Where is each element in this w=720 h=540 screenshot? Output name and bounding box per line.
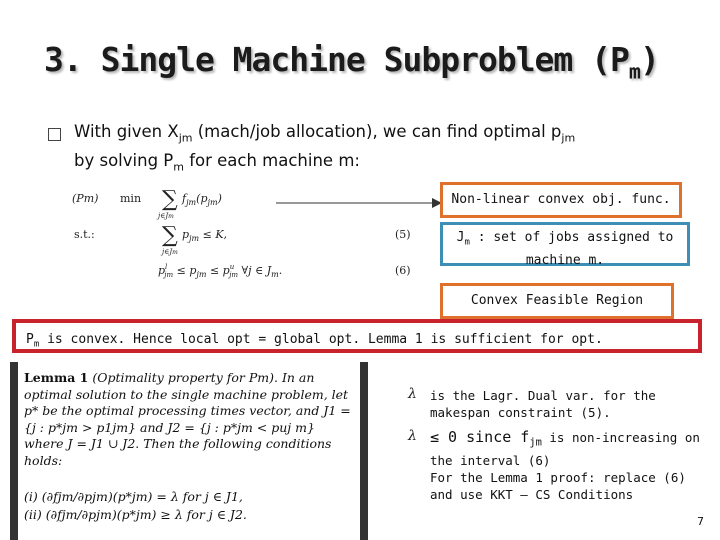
- bullet-icon: [48, 128, 61, 141]
- formula-pm-label: (Pm): [72, 192, 99, 205]
- formula-eq5: (5): [395, 228, 411, 241]
- callout-convexity: $P_m$ is convex. Hence local opt = global opt. Lemma 1 is sufficient for opt.: [12, 319, 702, 353]
- svg-text:pljm ≤ pjm ≤ pujm ∀j ∈ Jm.: $p^l$ jm ≤ $p_{jm} \le p^u$ jm ∀j ∈ $J_m$.: [158, 263, 283, 279]
- lemma-border-left: [10, 362, 18, 540]
- svg-text:∑: ∑: [162, 223, 178, 248]
- lemma-text: Lemma 1 (Optimality property for Pm). In an optimal solution to the single machine problem, let p* be the optimal processing times vector, and J1 = {j : p*jm > p1jm} and J2 = {j : p*jm < puj m} where J = J1 ∪ J2. Then the following conditions holds:: [24, 370, 351, 468]
- arrow-icon: [276, 196, 442, 210]
- formula-min-label: min: [120, 192, 142, 205]
- svg-text:j∈Jm: j∈Jm: [158, 212, 174, 220]
- svg-text:pjm ≤ K,: $p_{jm} \le K$,: [182, 228, 228, 243]
- optimization-formula: [70, 178, 430, 290]
- svg-text:fjm(pjm): $f_{jm}(p_{jm})$: [182, 192, 222, 207]
- lambda-explanation: is the Lagr. Dual var. for the makespan constraint (5). ≤ 0 since $f_{jm}$ is non-increasing on the interval (6) For the Lemma 1 proof: replace (6) and use KKT – CS Conditions: [430, 388, 700, 502]
- svg-text:∑: ∑: [162, 187, 178, 212]
- callout-objective: Non-linear convex obj. func.: [440, 182, 682, 218]
- callout-feasible-region: Convex Feasible Region: [440, 283, 674, 319]
- bullet-text: With given $X_{jm}$ (mach/job allocation), we can find optimal $p_{jm}$ by solving $P_m$ for each machine m:: [74, 122, 576, 174]
- callout-jm-definition: $J_m$ : set of jobs assigned to machine m.: [440, 222, 690, 266]
- lambda-symbol: λ: [408, 386, 417, 402]
- slide-title: 3. Single Machine Subproblem $(P_m)$: [44, 40, 659, 84]
- page-number: 7: [697, 515, 704, 528]
- svg-text:j∈Jm: j∈Jm: [162, 248, 178, 256]
- lemma-conditions: (i) (∂fjm/∂pjm)(p*jm) = λ for j ∈ J1, (ii) (∂fjm/∂pjm)(p*jm) ≥ λ for j ∈ J2.: [24, 489, 247, 522]
- formula-eq6: (6): [395, 264, 411, 277]
- formula-st-label: s.t.:: [74, 228, 95, 241]
- lambda-symbol: λ: [408, 428, 417, 444]
